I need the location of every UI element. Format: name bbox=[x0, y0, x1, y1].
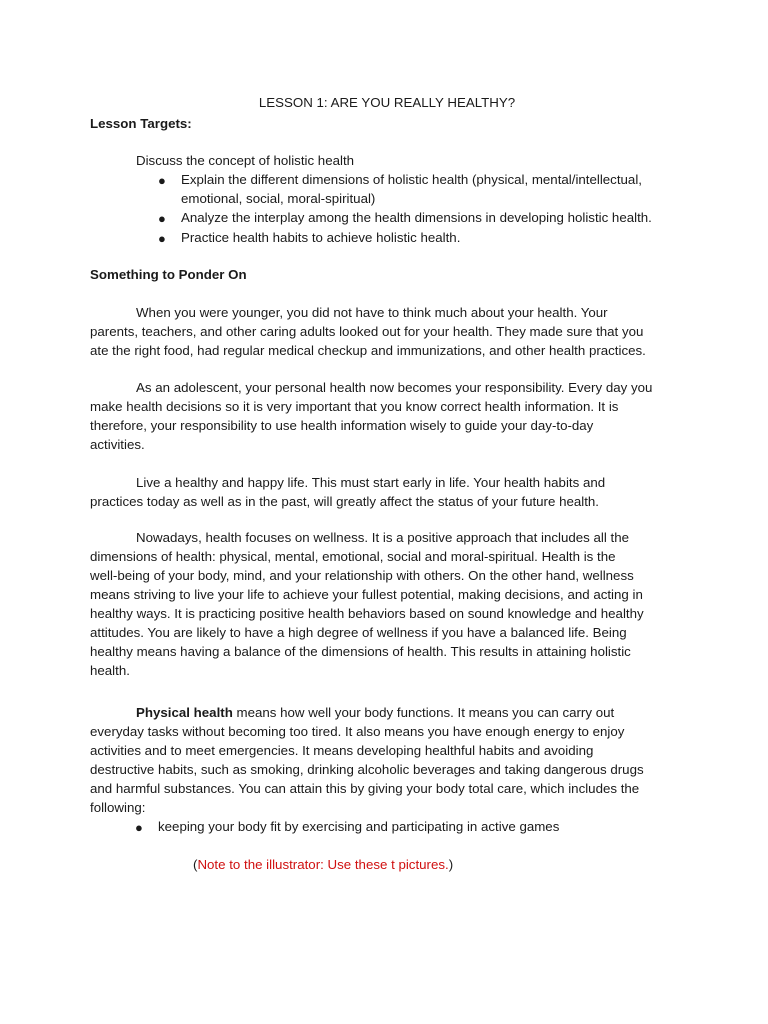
physical-line-6: following: bbox=[90, 800, 146, 815]
illustrator-note bbox=[193, 855, 453, 874]
bullet-dot: ● bbox=[158, 231, 166, 246]
target-2: Analyze the interplay among the health dimensions in developing holistic health. bbox=[181, 210, 652, 225]
para-2-line-1: As an adolescent, your personal health now becomes your responsibility. Every day you bbox=[136, 380, 653, 395]
physical-line-4: destructive habits, such as smoking, drinking alcoholic beverages and taking dangerous drugs bbox=[90, 762, 644, 777]
lesson-targets-heading: Lesson Targets: bbox=[90, 116, 192, 131]
target-1-line-1: Explain the different dimensions of holistic health (physical, mental/intellectual, bbox=[181, 172, 642, 187]
para-4-line-4: means striving to live your life to achieve your fullest potential, making decisions, and acting in bbox=[90, 587, 643, 602]
para-2-line-2: make health decisions so it is very important that you know correct health information. It is bbox=[90, 399, 619, 414]
para-2-line-4: activities. bbox=[90, 437, 145, 452]
para-4-line-6: attitudes. You are likely to have a high degree of wellness if you have a balanced life. Being bbox=[90, 625, 627, 640]
physical-line-1-rest: means how well your body functions. It means you can carry out bbox=[232, 705, 615, 720]
para-3-line-2: practices today as well as in the past, will greatly affect the status of your future health. bbox=[90, 494, 599, 509]
physical-line-2: everyday tasks without becoming too tired. It also means you have enough energy to enjoy bbox=[90, 724, 625, 739]
physical-bullet: keeping your body fit by exercising and participating in active games bbox=[158, 819, 560, 834]
lesson-title: LESSON 1: ARE YOU REALLY HEALTHY? bbox=[258, 95, 516, 110]
physical-line-5: and harmful substances. You can attain this by giving your body total care, which includes the bbox=[90, 781, 640, 796]
note-close-paren: ) bbox=[448, 857, 454, 872]
target-3: Practice health habits to achieve holistic health. bbox=[181, 230, 461, 245]
para-3-line-1: Live a healthy and happy life. This must start early in life. Your health habits and bbox=[136, 475, 606, 490]
para-4-line-3: well-being of your body, mind, and your relationship with others. On the other hand, wellness bbox=[90, 568, 634, 583]
bullet-dot: ● bbox=[158, 173, 166, 188]
para-4-line-7: healthy means having a balance of the dimensions of health. This results in attaining holistic bbox=[90, 644, 631, 659]
physical-line-3: activities and to meet emergencies. It means developing healthful habits and avoiding bbox=[90, 743, 594, 758]
ponder-heading: Something to Ponder On bbox=[90, 267, 247, 282]
para-4-line-1: Nowadays, health focuses on wellness. It is a positive approach that includes all the bbox=[136, 530, 630, 545]
para-1-line-2: parents, teachers, and other caring adults looked out for your health. They made sure that you bbox=[90, 324, 644, 339]
note-text: Note to the illustrator: Use these t pictures. bbox=[197, 857, 449, 872]
targets-intro: Discuss the concept of holistic health bbox=[136, 153, 355, 168]
target-1-line-2: emotional, social, moral-spiritual) bbox=[181, 191, 376, 206]
para-1-line-1: When you were younger, you did not have to think much about your health. Your bbox=[136, 305, 608, 320]
bullet-dot: ● bbox=[158, 211, 166, 226]
para-4-line-8: health. bbox=[90, 663, 130, 678]
para-1-line-3: ate the right food, had regular medical checkup and immunizations, and other health practices. bbox=[90, 343, 646, 358]
physical-health-term: Physical health bbox=[136, 705, 233, 720]
para-2-line-3: therefore, your responsibility to use health information wisely to guide your day-to-day bbox=[90, 418, 594, 433]
physical-line-1 bbox=[136, 703, 614, 722]
para-4-line-2: dimensions of health: physical, mental, emotional, social and moral-spiritual. Health is the bbox=[90, 549, 616, 564]
bullet-dot: ● bbox=[135, 820, 143, 835]
note-open-paren: ( bbox=[193, 857, 198, 872]
para-4-line-5: healthy ways. It is practicing positive health behaviors based on sound knowledge and healthy bbox=[90, 606, 644, 621]
